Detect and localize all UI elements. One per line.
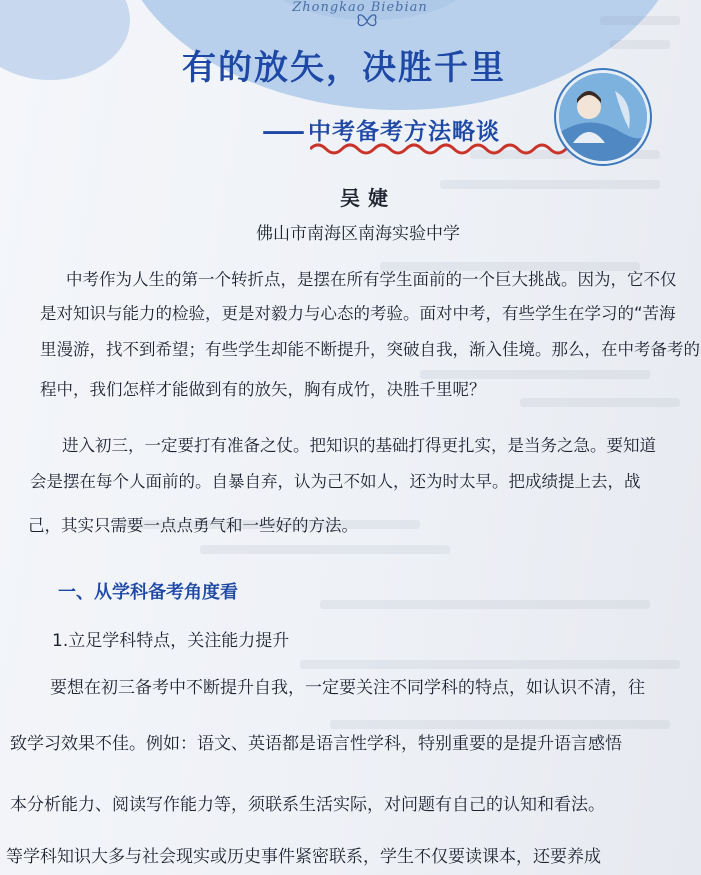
section-line: 等学科知识大多与社会现实或历史事件紧密联系，学生不仅要读课本，还要养成 bbox=[6, 847, 601, 867]
intro-line: 里漫游，找不到希望；有些学生却能不断提升，突破自我，渐入佳境。那么，在中考备考的 bbox=[40, 340, 700, 359]
section-line: 要想在初三备考中不断提升自我，一定要关注不同学科的特点，如认识不清，往 bbox=[50, 678, 645, 698]
intro-line: 程中，我们怎样才能做到有的放矢，胸有成竹，决胜千里呢？ bbox=[40, 380, 486, 399]
paragraph-line: 进入初三，一定要打有准备之仗。把知识的基础打得更扎实，是当务之急。要知道 bbox=[62, 436, 656, 455]
author-affiliation: 佛山市南海区南海实验中学 bbox=[256, 224, 460, 244]
subtitle-dash: —— bbox=[262, 119, 302, 145]
article-title: 有的放矢，决胜千里 bbox=[182, 48, 506, 88]
paragraph-line: 己，其实只需要一点点勇气和一些好的方法。 bbox=[28, 516, 358, 535]
article-subtitle-block bbox=[262, 113, 562, 173]
butterfly-icon bbox=[356, 12, 378, 30]
intro-line: 中考作为人生的第一个转折点，是摆在所有学生面前的一个巨大挑战。因为，它不仅 bbox=[66, 270, 677, 289]
series-label: Zhongkao Biebian bbox=[292, 0, 428, 15]
section-subheading: 1.立足学科特点，关注能力提升 bbox=[52, 631, 290, 651]
section-line: 致学习效果不佳。例如：语文、英语都是语言性学科，特别重要的是提升语言感悟 bbox=[10, 734, 622, 754]
paragraph-line: 会是摆在每个人面前的。自暴自弃，认为己不如人，还为时太早。把成绩提上去，战 bbox=[30, 472, 641, 491]
author-portrait bbox=[556, 70, 650, 164]
subtitle-text: 中考备考方法略谈 bbox=[308, 119, 500, 145]
wavy-underline bbox=[310, 139, 590, 161]
section-heading: 一、从学科备考角度看 bbox=[58, 582, 238, 603]
author-name: 吴婕 bbox=[340, 186, 396, 210]
intro-line: 是对知识与能力的检验，更是对毅力与心态的考验。面对中考，有些学生在学习的“苦海 bbox=[40, 304, 676, 323]
section-line: 本分析能力、阅读写作能力等，须联系生活实际，对问题有自己的认知和看法。 bbox=[10, 795, 605, 815]
